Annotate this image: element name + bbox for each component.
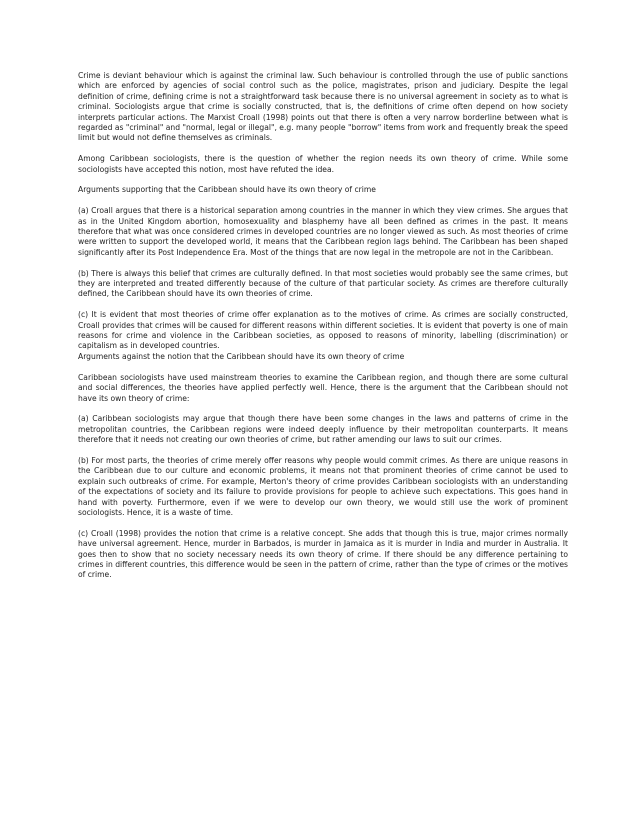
argument-for-a: (a) Croall argues that there is a historical separation among countries in the manner in which they view crimes. She argues that as in the United Kingdom abortion, homosexuality and blasphemy have all been defined as crimes in the past. It means therefore that what was once considered crimes in developed countries are no longer viewed as such. As most theories of crime were written to support the developed world, it means that the Caribbean region lags behind. The Caribbean has been shaped significantly after its Post Independence Era. Most of the things that are now legal in the metropole are not in the Caribbean. [78,206,568,257]
section-heading-for: Arguments supporting that the Caribbean should have its own theory of crime [78,185,376,195]
intro-paragraph: Crime is deviant behaviour which is against the criminal law. Such behaviour is controlled through the use of public sanctions which are enforced by agencies of social control such as the police, magistrates, prison and judiciary. Despite the legal definition of crime, defining crime is not a straightforward task because there is no universal agreement in society as to what is criminal. Sociologists argue that crime is socially constructed, that is, the definitions of crime often depend on how society interprets particular actions. The Marxist Croall (1998) points out that there is often a very narrow borderline between what is regarded as "criminal" and "normal, legal or illegal", e.g. many people "borrow" items from work and frequently break the speed limit but would not define themselves as criminals. [78,71,568,143]
caribbean-question-paragraph: Among Caribbean sociologists, there is the question of whether the region needs its own theory of crime. While some sociologists have accepted this notion, most have refuted the idea. [78,154,568,174]
argument-for-c: (c) It is evident that most theories of crime offer explanation as to the motives of crime. As crimes are socially constructed, Croall provides that crimes will be caused for different reasons within different societies. It is evident that poverty is one of main reasons for crime and violence in the Caribbean societies, as opposed to reasons of minority, labelling (discrimination) or capitalism as in developed countries. [78,310,568,351]
document-page [78,71,568,591]
argument-for-b: (b) There is always this belief that crimes are culturally defined. In that most societies would probably see the same crimes, but they are interpreted and treated differently because of the culture of that particular society. As crimes are therefore culturally defined, the Caribbean should have its own theories of crime. [78,268,568,299]
argument-against-b: (b) For most parts, the theories of crime merely offer reasons why people would commit crimes. As there are unique reasons in the Caribbean due to our culture and economic problems, it means not that prominent theories of crime cannot be used to explain such outbreaks of crime. For example, Merton's theory of crime provides Caribbean sociologists with an understanding of the expectations of society and its failure to provide provisions for people to achieve such expectations. This goes hand in hand with poverty. Furthermore, even if we were to develop our own theory, we would still use the work of prominent sociologists. Hence, it is a waste of time. [78,455,568,517]
section-heading-against: Arguments against the notion that the Caribbean should have its own theory of crime [78,351,405,361]
argument-against-c: (c) Croall (1998) provides the notion that crime is a relative concept. She adds that though this is true, major crimes normally have universal agreement. Hence, murder in Barbados, is murder in Jamaica as it is murder in India and murder in Australia. It goes then to show that no society necessary needs its own theory of crime. If there should be any difference pertaining to crimes in different countries, this difference would be seen in the pattern of crime, rather than the type of crimes or the motives of crime. [78,528,568,580]
argument-against-a: (a) Caribbean sociologists may argue that though there have been some changes in the laws and patterns of crime in the metropolitan countries, the Caribbean regions were indeed deeply influence by their metropolitan counterparts. It means therefore that it needs not creating our own theories of crime, but rather amending our laws to suit our crimes. [78,414,568,445]
against-intro-paragraph: Caribbean sociologists have used mainstream theories to examine the Caribbean region, and though there are some cultural and social differences, the theories have applied perfectly well. Hence, there is the argument that the Caribbean should not have its own theory of crime: [78,372,568,403]
